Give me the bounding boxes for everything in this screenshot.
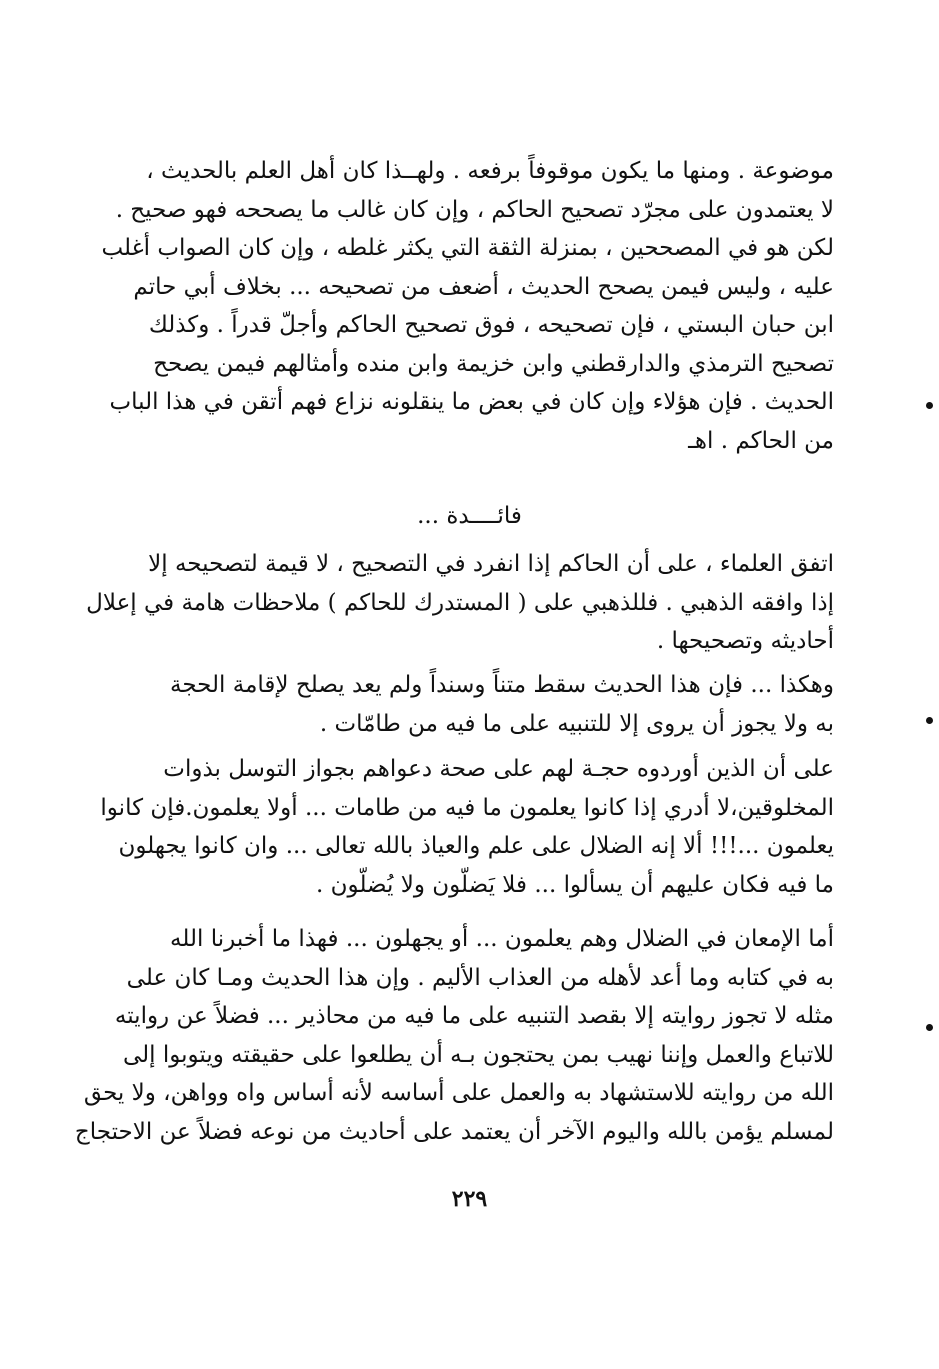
paragraph-3: [170, 666, 834, 743]
paragraph-2: [86, 545, 834, 661]
text-line: من الحاكم . اهـ: [688, 427, 834, 454]
text-line: تصحيح الترمذي والدارقطني وابن خزيمة وابن منده وأمثالهم فيمن يصحح: [153, 350, 834, 377]
margin-mark: [926, 1024, 933, 1031]
section-heading: فائــــدة ...: [417, 503, 522, 529]
text-line: على أن الذين أوردوه حجـة لهم على صحة دعواهم بجواز التوسل بذوات: [163, 756, 834, 782]
text-line: مثله لا تجوز روايته إلا بقصد التنبيه على ما فيه من محاذير ... فضلاً عن روايته: [114, 1003, 834, 1029]
text-line: ابن حبان البستي ، فإن تصحيحه ، فوق تصحيح الحاكم وأجلّ قدراً . وكذلك: [148, 312, 834, 338]
text-line: عليه ، وليس فيمن يصحح الحديث ، أضعف من تصحيحه ... بخلاف أبي حاتم: [133, 273, 834, 300]
paragraph-4: [100, 750, 834, 904]
text-line: ما فيه فكان عليهم أن يسألوا ... فلا يَضلّون ولا يُضلّون .: [316, 871, 834, 898]
text-line: المخلوقين،لا أدري إذا كانوا يعلمون ما فيه من طامات ... أولا يعلمون.فإن كانوا: [100, 794, 834, 821]
margin-mark: [926, 402, 933, 409]
text-line: موضوعة . ومنها ما يكون موقوفاً برفعه . ولهــذا كان أهل العلم بالحديث ،: [146, 158, 834, 184]
text-line: اتفق العلماء ، على أن الحاكم إذا انفرد في التصحيح ، لا قيمة لتصحيحه إلا: [148, 551, 834, 577]
text-line: لمسلم يؤمن بالله واليوم الآخر أن يعتمد على أحاديث من نوعه فضلاً عن الاحتجاج: [74, 1118, 834, 1145]
text-line: لكن هو في المصححين ، بمنزلة الثقة التي يكثر غلطه ، وإن كان الصواب أغلب: [101, 235, 834, 261]
margin-mark: [926, 717, 933, 724]
text-line: يعلمون ...!!! ألا إنه الضلال على علم والعياذ بالله تعالى ... وان كانوا يجهلون: [118, 833, 834, 859]
text-line: به في كتابه وما أعد لأهله من العذاب الأليم . وإن هذا الحديث ومـا كان على: [126, 964, 834, 991]
text-line: لا يعتمدون على مجرّد تصحيح الحاكم ، وإن كان غالب ما يصححه فهو صحيح .: [115, 196, 834, 223]
text-line: الله من روايته للاستشهاد به والعمل على أساسه لأنه أساس واه وواهن، ولا يحق: [83, 1080, 834, 1106]
text-line: أحاديثه وتصحيحها .: [656, 628, 834, 654]
text-line: إذا وافقه الذهبي . فللذهبي على ( المستدرك للحاكم ) ملاحظات هامة في إعلال: [86, 589, 834, 616]
paragraph-5: [74, 920, 834, 1151]
text-line: للاتباع والعمل وإننا نهيب بمن يحتجون بـه أن يطلعوا على حقيقته ويتوبوا إلى: [122, 1041, 834, 1068]
text-line: وهكذا ... فإن هذا الحديث سقط متناً وسنداً ولم يعد يصلح لإقامة الحجة: [170, 672, 834, 698]
text-line: أما الإمعان في الضلال وهم يعلمون ... أو يجهلون ... فهذا ما أخبرنا الله: [170, 926, 834, 952]
page-number: ٢٢٩: [451, 1186, 488, 1212]
text-line: الحديث . فإن هؤلاء وإن كان في بعض ما ينقلونه نزاع فهم أتقن في هذا الباب: [109, 389, 834, 415]
paragraph-1: [101, 152, 834, 460]
text-line: به ولا يجوز أن يروى إلا للتنبيه على ما فيه من طامّات .: [319, 710, 834, 737]
